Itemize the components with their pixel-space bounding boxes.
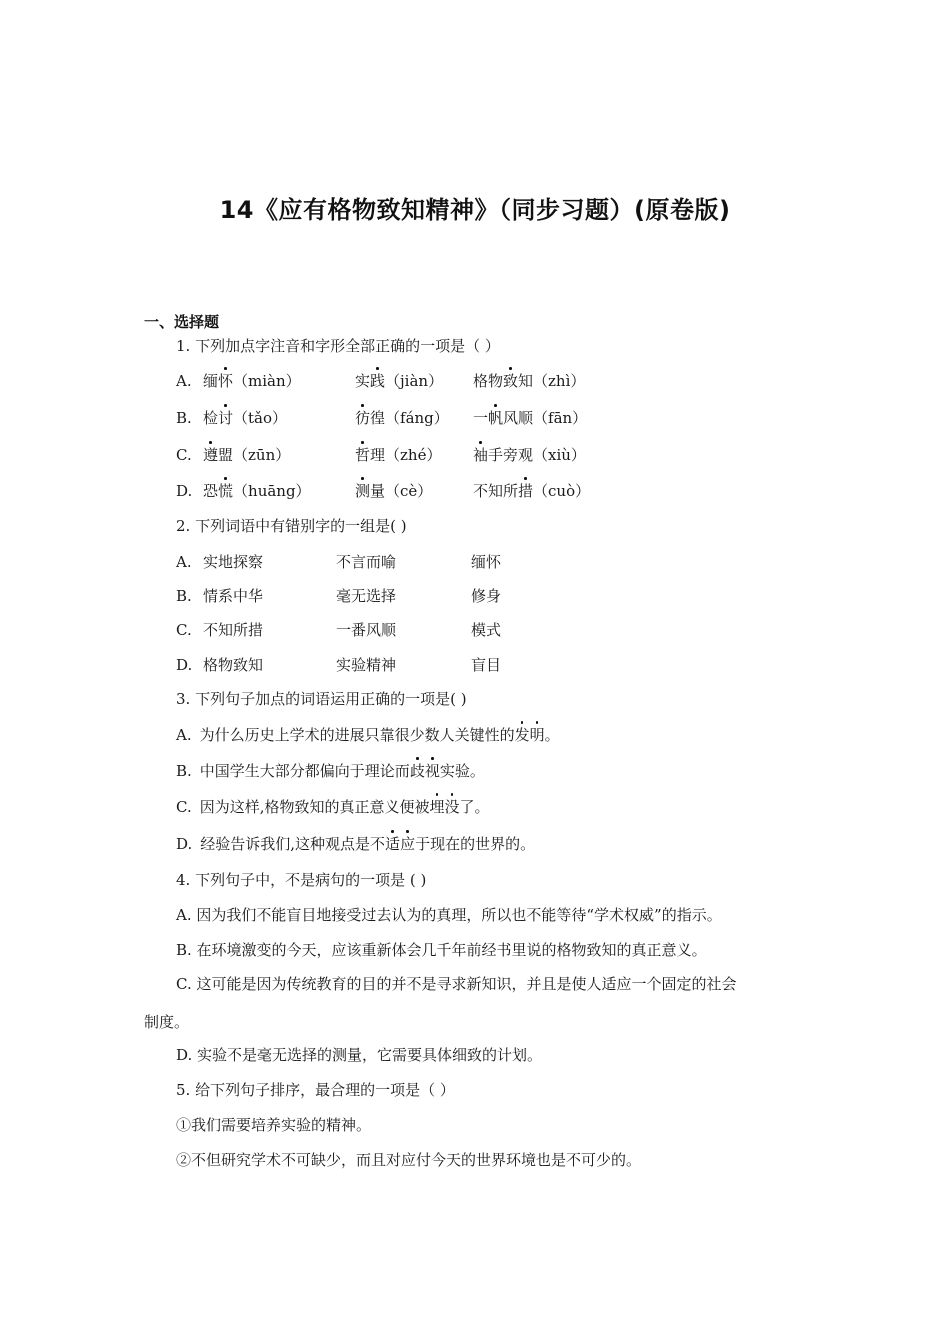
question-4-option-c: C. 这可能是因为传统教育的目的并不是寻求新知识，并且是使人适应一个固定的社会	[176, 975, 737, 993]
dotted-character: 慌	[218, 482, 234, 500]
option-label: C.	[176, 621, 192, 639]
option-item	[355, 371, 443, 391]
item-text: 缅	[203, 372, 219, 390]
item-text: 实	[355, 372, 371, 390]
item-pinyin: （jiàn）	[385, 372, 444, 390]
item-text: 不知所	[473, 482, 519, 500]
question-2-option-b	[176, 586, 576, 606]
option-item	[473, 408, 587, 428]
option-item	[355, 408, 449, 428]
item-pinyin: （tǎo）	[233, 409, 288, 427]
item-pinyin: 风顺（fān）	[503, 409, 588, 427]
question-2-option-d	[176, 655, 576, 675]
item-pinyin: （huāng）	[233, 482, 311, 500]
question-5-sentence-1: ①我们需要培养实验的精神。	[176, 1116, 372, 1134]
dotted-character: 怀	[218, 372, 234, 390]
question-3-option-b	[176, 761, 485, 781]
dotted-character: 没	[444, 798, 460, 816]
sentence-text: 于现在的世界的。	[415, 835, 536, 853]
dotted-character: 适	[385, 835, 401, 853]
option-item	[473, 445, 586, 465]
question-4-option-a: A. 因为我们不能盲目地接受过去认为的真理，所以也不能等待“学术权威”的指示。	[176, 906, 722, 924]
option-item	[203, 445, 290, 465]
item-text: 恐	[203, 482, 219, 500]
sentence-text: 中国学生大部分都偏向于理论而	[199, 762, 410, 780]
dotted-character: 致	[503, 372, 519, 390]
option-label: B.	[176, 762, 192, 780]
question-1-option-d	[176, 481, 596, 501]
question-5-sentence-2: ②不但研究学术不可缺少，而且对应付今天的世界环境也是不可少的。	[176, 1151, 642, 1169]
item-pinyin: 盟（zūn）	[218, 446, 291, 464]
question-1-stem: 1. 下列加点字注音和字形全部正确的一项是（ ）	[176, 337, 500, 355]
word-group: 盲目	[471, 656, 502, 674]
sentence-text: 经验告诉我们,这种观点是不	[200, 835, 386, 853]
dotted-character: 帆	[488, 409, 504, 427]
dotted-character: 讨	[218, 409, 234, 427]
dotted-character: 视	[424, 762, 440, 780]
option-item	[203, 481, 311, 501]
word-group: 缅怀	[471, 553, 502, 571]
sentence-text: 因为这样,格物致知的真正意义便被	[199, 798, 430, 816]
document-title: 14《应有格物致知精神》（同步习题）(原卷版)	[219, 196, 731, 224]
option-label: A.	[176, 372, 192, 390]
option-label: D.	[176, 482, 193, 500]
option-label: C.	[176, 798, 192, 816]
sentence-text: 。	[544, 726, 560, 744]
question-3-option-a	[176, 725, 560, 745]
option-item	[473, 481, 590, 501]
question-1-option-a	[176, 371, 596, 391]
dotted-character: 应	[400, 835, 416, 853]
item-text: 格物	[473, 372, 504, 390]
word-group: 修身	[471, 587, 502, 605]
option-label: A.	[176, 726, 192, 744]
question-4-option-d: D. 实验不是毫无选择的测量，它需要具体细致的计划。	[176, 1046, 543, 1064]
option-label: A.	[176, 553, 192, 571]
question-4-stem: 4. 下列句子中，不是病句的一项是 ( )	[176, 871, 427, 889]
dotted-character: 歧	[409, 762, 425, 780]
question-1-option-c	[176, 445, 596, 465]
item-pinyin: （miàn）	[233, 372, 301, 390]
dotted-character: 发	[514, 726, 530, 744]
question-4-option-b: B. 在环境激变的今天，应该重新体会几千年前经书里说的格物致知的真正意义。	[176, 941, 707, 959]
sentence-text: 实验。	[439, 762, 485, 780]
dotted-character: 明	[529, 726, 545, 744]
item-pinyin: 理（zhé）	[370, 446, 442, 464]
item-pinyin: （cuò）	[533, 482, 591, 500]
question-3-option-c	[176, 797, 490, 817]
option-item	[203, 408, 287, 428]
section-heading: 一、选择题	[144, 313, 220, 331]
item-pinyin: 徨（fáng）	[370, 409, 449, 427]
option-item	[355, 445, 441, 465]
option-item	[203, 371, 301, 391]
word-group: 一番风顺	[336, 621, 397, 639]
question-1-option-b	[176, 408, 596, 428]
option-label: B.	[176, 409, 192, 427]
item-pinyin: 手旁观（xiù）	[488, 446, 586, 464]
dotted-character: 袖	[473, 446, 489, 464]
word-group: 不知所措	[203, 621, 264, 639]
item-text: 一	[473, 409, 489, 427]
word-group: 模式	[471, 621, 502, 639]
question-4-option-c-continued: 制度。	[144, 1013, 190, 1031]
option-label: C.	[176, 446, 192, 464]
question-2-stem: 2. 下列词语中有错别字的一组是( )	[176, 517, 407, 535]
word-group: 毫无选择	[336, 587, 397, 605]
sentence-text: 了。	[459, 798, 490, 816]
item-pinyin: 知（zhì）	[518, 372, 586, 390]
option-item	[473, 371, 585, 391]
sentence-text: 为什么历史上学术的进展只靠很少数人关键性的	[199, 726, 515, 744]
word-group: 实地探察	[203, 553, 264, 571]
dotted-character: 遵	[203, 446, 219, 464]
question-5-stem: 5. 给下列句子排序，最合理的一项是（ ）	[176, 1081, 455, 1099]
item-text: 检	[203, 409, 219, 427]
option-label: D.	[176, 656, 193, 674]
dotted-character: 措	[518, 482, 534, 500]
question-2-option-a	[176, 552, 576, 572]
item-pinyin: 量（cè）	[370, 482, 433, 500]
word-group: 格物致知	[203, 656, 264, 674]
question-2-option-c	[176, 620, 576, 640]
dotted-character: 哲	[355, 446, 371, 464]
option-label: D.	[176, 835, 193, 853]
dotted-character: 埋	[429, 798, 445, 816]
word-group: 实验精神	[336, 656, 397, 674]
question-3-stem: 3. 下列句子加点的词语运用正确的一项是( )	[176, 690, 467, 708]
dotted-character: 彷	[355, 409, 371, 427]
dotted-character: 测	[355, 482, 371, 500]
word-group: 情系中华	[203, 587, 264, 605]
option-label: B.	[176, 587, 192, 605]
question-3-option-d	[176, 834, 535, 854]
option-item	[355, 481, 432, 501]
word-group: 不言而喻	[336, 553, 397, 571]
dotted-character: 践	[370, 372, 386, 390]
